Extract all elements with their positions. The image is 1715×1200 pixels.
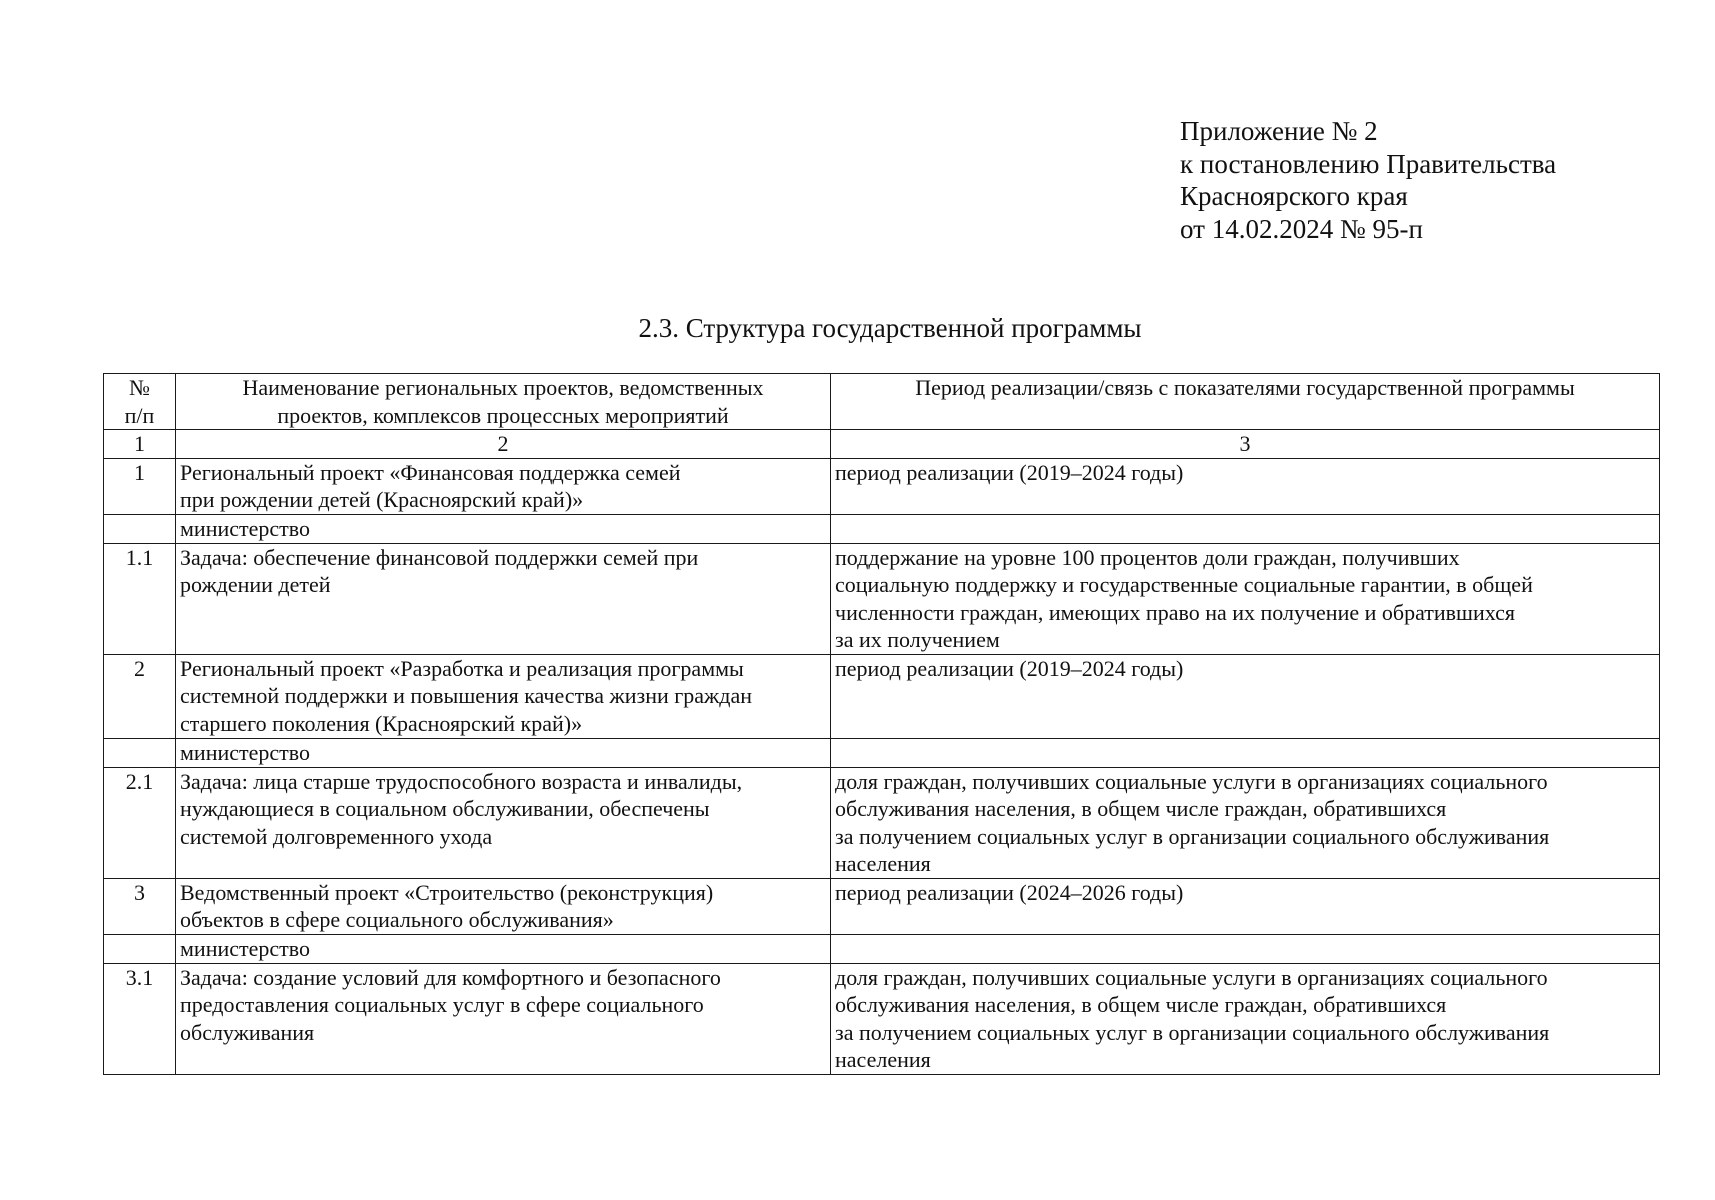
row-number-cell: 2 bbox=[104, 654, 176, 738]
column-number-cell: 1 bbox=[104, 430, 176, 459]
row-link-cell bbox=[831, 738, 1660, 767]
appendix-line: к постановлению Правительства bbox=[1180, 148, 1557, 179]
row-link-cell bbox=[831, 514, 1660, 543]
column-number-row bbox=[104, 430, 1660, 459]
row-number-cell bbox=[104, 738, 176, 767]
header-cell-period: Период реализации/связь с показателями государственной программы bbox=[831, 374, 1660, 430]
table-row bbox=[104, 934, 1660, 963]
appendix-block bbox=[1180, 115, 1556, 245]
row-number-cell: 1 bbox=[104, 458, 176, 514]
row-number-cell bbox=[104, 514, 176, 543]
row-link-cell: период реализации (2019–2024 годы) bbox=[831, 458, 1660, 514]
column-number-cell: 3 bbox=[831, 430, 1660, 459]
row-name-cell: Региональный проект «Финансовая поддержка семей при рождении детей (Красноярский край)» bbox=[176, 458, 831, 514]
row-name-cell: министерство bbox=[176, 514, 831, 543]
table-row bbox=[104, 458, 1660, 514]
column-number-cell: 2 bbox=[176, 430, 831, 459]
table-row bbox=[104, 878, 1660, 934]
header-cell-name: Наименование региональных проектов, ведомственных проектов, комплексов процессных мероприятий bbox=[176, 374, 831, 430]
row-name-cell: министерство bbox=[176, 934, 831, 963]
structure-table bbox=[103, 373, 1660, 1075]
table-row bbox=[104, 654, 1660, 738]
table-row bbox=[104, 543, 1660, 654]
row-name-cell: Задача: создание условий для комфортного и безопасного предоставления социальных услуг в сфере социального обслуживания bbox=[176, 963, 831, 1074]
row-name-cell: Ведомственный проект «Строительство (реконструкция) объектов в сфере социального обслуживания» bbox=[176, 878, 831, 934]
row-link-cell: период реализации (2019–2024 годы) bbox=[831, 654, 1660, 738]
row-link-cell: доля граждан, получивших социальные услуги в организациях социального обслуживания населения, в общем числе граждан, обратившихся за получением социальных услуг в организации социального обслуживания населения bbox=[831, 767, 1660, 878]
appendix-line: Приложение № 2 bbox=[1180, 116, 1378, 146]
row-number-cell: 3 bbox=[104, 878, 176, 934]
row-name-cell: Региональный проект «Разработка и реализация программы системной поддержки и повышения качества жизни граждан старшего поколения (Красноярский край)» bbox=[176, 654, 831, 738]
appendix-line: от 14.02.2024 № 95-п bbox=[1180, 213, 1423, 244]
table-row bbox=[104, 738, 1660, 767]
row-link-cell: поддержание на уровне 100 процентов доли граждан, получивших социальную поддержку и государственные социальные гарантии, в общей численности граждан, имеющих право на их получение и обратившихся за их получением bbox=[831, 543, 1660, 654]
row-number-cell bbox=[104, 934, 176, 963]
row-number-cell: 2.1 bbox=[104, 767, 176, 878]
table-row bbox=[104, 767, 1660, 878]
row-number-cell: 3.1 bbox=[104, 963, 176, 1074]
row-name-cell: Задача: лица старше трудоспособного возраста и инвалиды, нуждающиеся в социальном обслуживании, обеспечены системой долговременного ухода bbox=[176, 767, 831, 878]
row-link-cell bbox=[831, 934, 1660, 963]
row-name-cell: Задача: обеспечение финансовой поддержки семей при рождении детей bbox=[176, 543, 831, 654]
table-row bbox=[104, 514, 1660, 543]
row-number-cell: 1.1 bbox=[104, 543, 176, 654]
appendix-line: Красноярского края bbox=[1180, 181, 1408, 211]
row-link-cell: доля граждан, получивших социальные услуги в организациях социального обслуживания населения, в общем числе граждан, обратившихся за получением социальных услуг в организации социального обслуживания населения bbox=[831, 963, 1660, 1074]
table-header-row bbox=[104, 374, 1660, 430]
row-name-cell: министерство bbox=[176, 738, 831, 767]
table-row bbox=[104, 963, 1660, 1074]
header-cell-number: № п/п bbox=[104, 374, 176, 430]
row-link-cell: период реализации (2024–2026 годы) bbox=[831, 878, 1660, 934]
page-title: 2.3. Структура государственной программы bbox=[638, 313, 1142, 343]
